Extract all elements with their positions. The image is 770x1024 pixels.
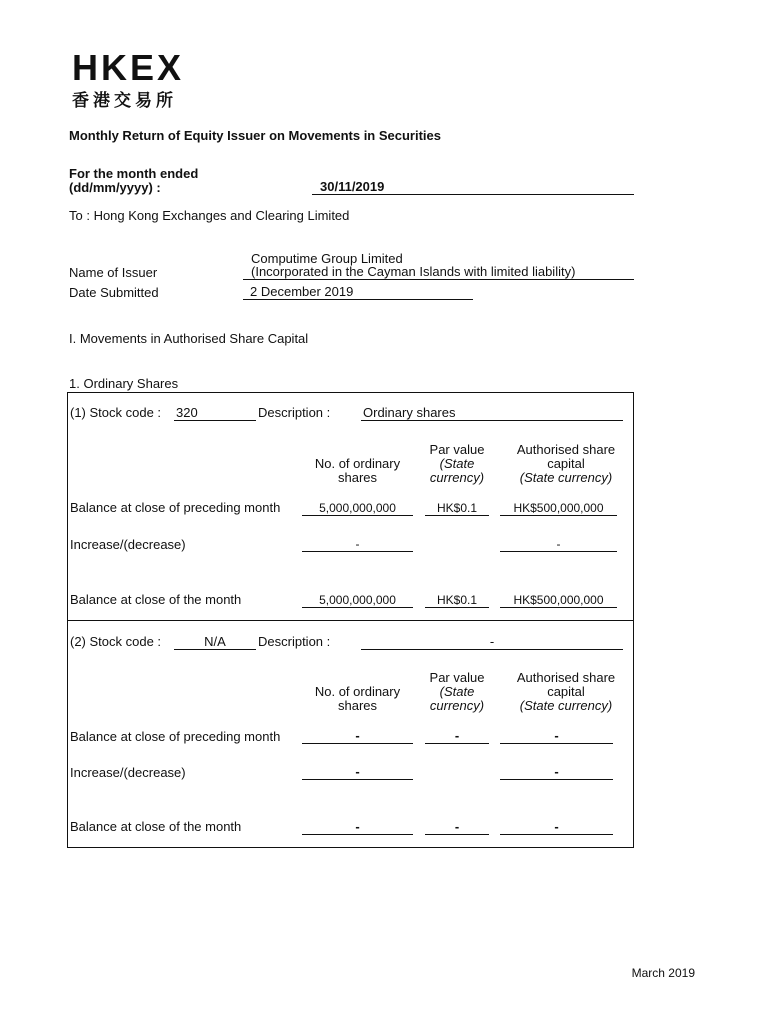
stock1-row-close-label: Balance at close of the month	[70, 592, 242, 607]
stock1-preceding-capital: HK$500,000,000	[500, 501, 617, 516]
stock1-row-preceding-label: Balance at close of preceding month	[70, 500, 281, 515]
stock1-preceding-shares: 5,000,000,000	[302, 501, 413, 516]
stock2-close-par: -	[425, 820, 489, 835]
date-submitted-label: Date Submitted	[69, 285, 159, 300]
stock2-change-capital: -	[500, 765, 613, 780]
stock1-header-par: Par value (State currency)	[429, 442, 485, 485]
stock1-header-shares: No. of ordinary shares	[314, 456, 401, 485]
issuer-name: Computime Group Limited	[251, 251, 403, 266]
stock2-row-preceding-label: Balance at close of preceding month	[70, 729, 281, 744]
stock1-code-label: (1) Stock code :	[70, 405, 162, 420]
issuer-incorporation: (Incorporated in the Cayman Islands with limited liability)	[243, 264, 634, 280]
panel-divider	[67, 620, 634, 621]
section-title: I. Movements in Authorised Share Capital	[69, 331, 309, 346]
date-submitted-value: 2 December 2019	[243, 284, 473, 300]
stock2-code: N/A	[174, 634, 256, 650]
stock1-desc-label: Description :	[258, 405, 331, 420]
page-title: Monthly Return of Equity Issuer on Movements in Securities	[69, 128, 441, 143]
stock1-close-capital: HK$500,000,000	[500, 593, 617, 608]
stock2-row-change-label: Increase/(decrease)	[70, 765, 186, 780]
stock2-preceding-par: -	[425, 729, 489, 744]
footer-date: March 2019	[631, 966, 695, 980]
stock1-close-par: HK$0.1	[425, 593, 489, 608]
stock2-header-shares: No. of ordinary shares	[314, 684, 401, 713]
stock2-header-capital: Authorised share capital (State currency)	[516, 670, 616, 713]
stock2-close-capital: -	[500, 820, 613, 835]
stock2-change-shares: -	[302, 765, 413, 780]
stock1-change-shares: -	[302, 537, 413, 552]
stock1-row-change-label: Increase/(decrease)	[70, 537, 186, 552]
month-label-line2: (dd/mm/yyyy) :	[69, 180, 161, 195]
hkex-logo-chinese: 香港交易所	[72, 91, 177, 110]
month-value: 30/11/2019	[312, 179, 634, 195]
stock2-desc: -	[361, 634, 623, 650]
stock1-code: 320	[174, 405, 256, 421]
to-line: To : Hong Kong Exchanges and Clearing Limited	[69, 208, 350, 223]
issuer-label: Name of Issuer	[69, 265, 158, 280]
month-label-line1: For the month ended	[69, 166, 199, 181]
stock1-close-shares: 5,000,000,000	[302, 593, 413, 608]
stock1-change-capital: -	[500, 537, 617, 552]
stock2-header-par: Par value (State currency)	[429, 670, 485, 713]
sub-title: 1. Ordinary Shares	[69, 376, 179, 391]
stock2-preceding-capital: -	[500, 729, 613, 744]
stock2-close-shares: -	[302, 820, 413, 835]
stock2-code-label: (2) Stock code :	[70, 634, 162, 649]
stock1-desc: Ordinary shares	[361, 405, 623, 421]
stock2-desc-label: Description :	[258, 634, 331, 649]
stock1-preceding-par: HK$0.1	[425, 501, 489, 516]
stock1-header-capital: Authorised share capital (State currency)	[516, 442, 616, 485]
hkex-logo: HKEX	[72, 47, 185, 88]
stock2-row-close-label: Balance at close of the month	[70, 819, 242, 834]
stock2-preceding-shares: -	[302, 729, 413, 744]
